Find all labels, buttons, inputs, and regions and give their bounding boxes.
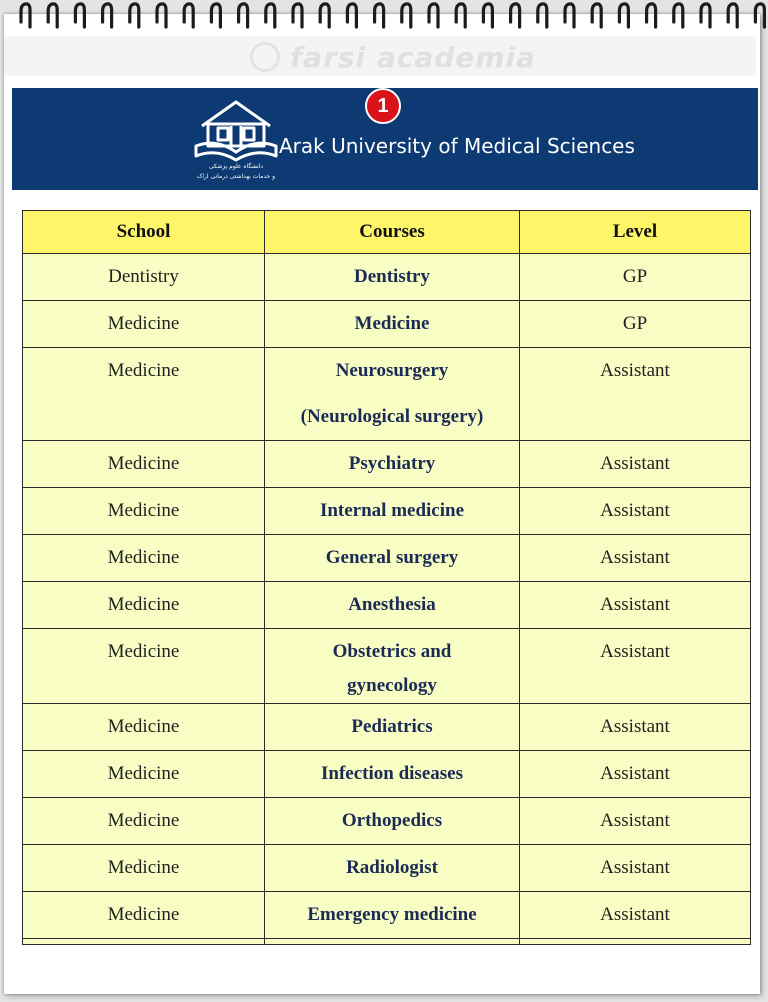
- school-cell: Medicine: [23, 892, 265, 939]
- course-cell: Infection diseases: [265, 751, 520, 798]
- course-cell: Radiologist: [265, 845, 520, 892]
- spiral-coil-icon: [184, 4, 193, 27]
- course-line2: gynecology: [347, 675, 437, 696]
- banner-title: Arak University of Medical Sciences: [279, 134, 635, 158]
- school-cell: Medicine: [23, 441, 265, 488]
- header-school: School: [23, 211, 265, 254]
- level-cell: Assistant: [520, 892, 751, 939]
- empty-cell: [520, 939, 751, 945]
- course-cell: Orthopedics: [265, 798, 520, 845]
- table-row: [23, 892, 751, 939]
- spiral-coil-icon: [674, 4, 683, 27]
- course-cell: [265, 348, 520, 441]
- level-cell: Assistant: [520, 488, 751, 535]
- level-cell: Assistant: [520, 629, 751, 704]
- spiral-coil-icon: [211, 4, 220, 27]
- table-row: [23, 798, 751, 845]
- spiral-coil-icon: [456, 4, 465, 27]
- table-row: [23, 629, 751, 704]
- school-cell: Medicine: [23, 535, 265, 582]
- table-row: [23, 441, 751, 488]
- spiral-coil-icon: [755, 4, 764, 27]
- course-cell: Medicine: [265, 301, 520, 348]
- watermark: [250, 40, 536, 74]
- level-cell: Assistant: [520, 535, 751, 582]
- course-cell: Psychiatry: [265, 441, 520, 488]
- spiral-coil-icon: [538, 4, 547, 27]
- level-cell: Assistant: [520, 704, 751, 751]
- spiral-coil-icon: [701, 4, 710, 27]
- spiral-coil-icon: [103, 4, 112, 27]
- spiral-coil-icon: [75, 4, 84, 27]
- school-cell: Dentistry: [23, 254, 265, 301]
- school-cell: Medicine: [23, 629, 265, 704]
- logo-text-line2: و خدمات بهداشتی درمانی اراک: [196, 173, 276, 180]
- school-cell: Medicine: [23, 301, 265, 348]
- school-cell: Medicine: [23, 488, 265, 535]
- table-row: [23, 845, 751, 892]
- courses-table: [22, 210, 751, 945]
- table-row: [23, 582, 751, 629]
- course-cell: Anesthesia: [265, 582, 520, 629]
- spiral-coil-icon: [320, 4, 329, 27]
- spiral-coil-icon: [565, 4, 574, 27]
- header-level: Level: [520, 211, 751, 254]
- watermark-logo-icon: [250, 42, 280, 72]
- level-cell: Assistant: [520, 751, 751, 798]
- table-row: [23, 488, 751, 535]
- table-row: [23, 348, 751, 441]
- spiral-coil-icon: [347, 4, 356, 27]
- table-row-cut: [23, 939, 751, 945]
- table-row: [23, 751, 751, 798]
- table-row: [23, 535, 751, 582]
- spiral-binding: [0, 0, 768, 30]
- spiral-coil-icon: [130, 4, 139, 27]
- level-cell: Assistant: [520, 798, 751, 845]
- course-line2: (Neurological surgery): [300, 406, 484, 427]
- spiral-coil-icon: [375, 4, 384, 27]
- spiral-coil-icon: [429, 4, 438, 27]
- level-cell: GP: [520, 254, 751, 301]
- course-cell: General surgery: [265, 535, 520, 582]
- course-cell: Emergency medicine: [265, 892, 520, 939]
- school-cell: Medicine: [23, 704, 265, 751]
- course-cell: Pediatrics: [265, 704, 520, 751]
- level-cell: Assistant: [520, 582, 751, 629]
- spiral-coil-icon: [266, 4, 275, 27]
- spiral-coil-icon: [239, 4, 248, 27]
- number-badge: 1: [365, 88, 401, 124]
- empty-cell: [23, 939, 265, 945]
- header-courses: Courses: [265, 211, 520, 254]
- spiral-coil-icon: [293, 4, 302, 27]
- level-cell: Assistant: [520, 845, 751, 892]
- level-cell: GP: [520, 301, 751, 348]
- watermark-text: farsi academia: [290, 40, 536, 74]
- spiral-coil-icon: [157, 4, 166, 27]
- university-banner: [12, 88, 758, 190]
- course-cell: [265, 629, 520, 704]
- level-cell: Assistant: [520, 348, 751, 441]
- spiral-coil-icon: [21, 4, 30, 27]
- spiral-coil-icon: [647, 4, 656, 27]
- school-cell: Medicine: [23, 582, 265, 629]
- spiral-coil-icon: [511, 4, 520, 27]
- school-cell: Medicine: [23, 845, 265, 892]
- table-row: [23, 704, 751, 751]
- spiral-coil-icon: [728, 4, 737, 27]
- spiral-coil-icon: [402, 4, 411, 27]
- logo-text-line1: دانشگاه علوم پزشکی: [208, 163, 264, 170]
- spiral-coil-icon: [619, 4, 628, 27]
- spiral-coil-icon: [592, 4, 601, 27]
- level-cell: Assistant: [520, 441, 751, 488]
- university-logo-icon: [186, 96, 286, 184]
- empty-cell: [265, 939, 520, 945]
- spiral-coil-icon: [483, 4, 492, 27]
- table-row: [23, 254, 751, 301]
- school-cell: Medicine: [23, 751, 265, 798]
- school-cell: Medicine: [23, 798, 265, 845]
- spiral-coil-icon: [48, 4, 57, 27]
- course-cell: Dentistry: [265, 254, 520, 301]
- school-cell: Medicine: [23, 348, 265, 441]
- course-line1: Neurosurgery: [335, 360, 449, 381]
- course-cell: Internal medicine: [265, 488, 520, 535]
- table-header-row: [23, 211, 751, 254]
- course-line1: Obstetrics and: [332, 641, 452, 662]
- table-row: [23, 301, 751, 348]
